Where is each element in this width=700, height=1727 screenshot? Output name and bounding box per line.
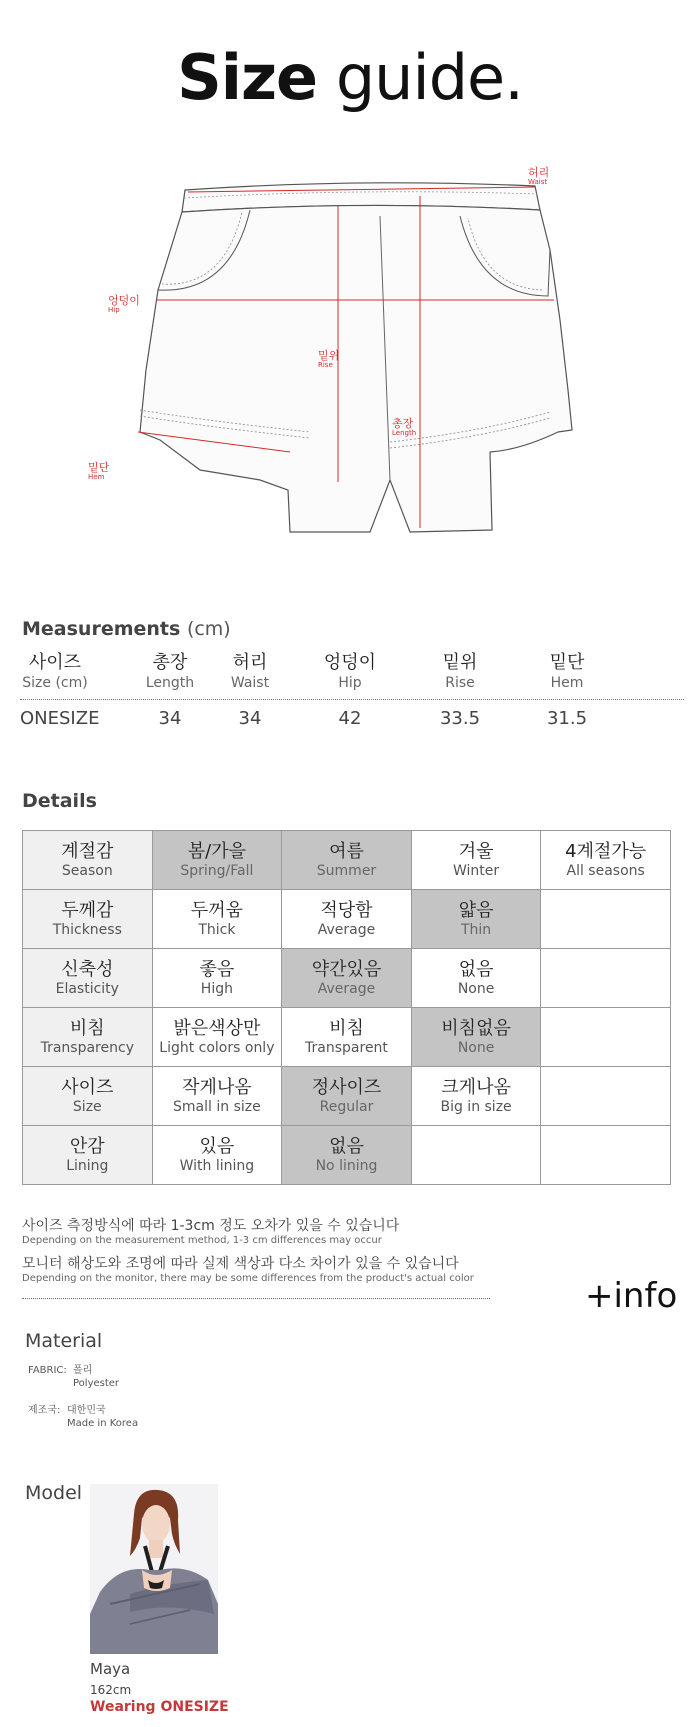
- details-cell: [541, 890, 671, 949]
- hem-label: [88, 462, 109, 481]
- plus-info-link[interactable]: +info: [585, 1276, 678, 1316]
- col-rise: [425, 652, 495, 692]
- details-cell: [541, 1067, 671, 1126]
- material-heading: Material: [25, 1330, 103, 1352]
- measurements-unit: (cm): [186, 618, 231, 640]
- details-cell: 약간있음 Average: [282, 949, 412, 1008]
- length-label-en: Length: [392, 429, 417, 437]
- shorts-illustration: [80, 170, 620, 540]
- measurements-divider: [20, 699, 684, 700]
- model-height: 162cm: [90, 1683, 132, 1697]
- model-heading: Model: [25, 1482, 83, 1504]
- col-size-en: Size (cm): [22, 675, 88, 691]
- details-cell: 비침없음 None: [411, 1008, 541, 1067]
- hem-label-en: Hem: [88, 473, 105, 481]
- details-cell: [541, 1008, 671, 1067]
- col-rise-ko: 밑위: [442, 652, 478, 673]
- hip-label: [108, 295, 140, 314]
- measurement-note-en: Depending on the measurement method, 1-3 cm differences may occur: [22, 1235, 382, 1246]
- details-cell: 신축성 Elasticity: [23, 949, 153, 1008]
- value-hem: 31.5: [546, 708, 588, 729]
- measurements-header-row: [20, 652, 680, 698]
- length-label-ko: 총장: [392, 417, 414, 430]
- measurements-value-row: [20, 708, 680, 732]
- measurements-heading-text: Measurements: [22, 618, 181, 640]
- details-cell: [541, 1126, 671, 1185]
- details-cell: 겨울 Winter: [411, 831, 541, 890]
- value-rise: 33.5: [439, 708, 481, 729]
- measurements-heading: [22, 618, 231, 640]
- details-row-transparency: [23, 1008, 671, 1067]
- details-cell: 두꺼움 Thick: [152, 890, 282, 949]
- waist-label-en: Waist: [528, 178, 548, 186]
- shorts-diagram: [80, 166, 620, 540]
- details-heading: Details: [22, 790, 97, 812]
- details-row-season: [23, 831, 671, 890]
- value-hip: 42: [338, 708, 362, 729]
- fabric-value-ko: 폴리: [73, 1365, 93, 1376]
- origin-label: 제조국:: [28, 1405, 61, 1416]
- origin-value-en: Made in Korea: [67, 1418, 139, 1429]
- details-cell: 안감 Lining: [23, 1126, 153, 1185]
- value-waist: 34: [238, 708, 262, 729]
- col-waist: [215, 652, 285, 692]
- rise-label-en: Rise: [318, 361, 333, 369]
- details-cell: 여름 Summer: [282, 831, 412, 890]
- details-cell: 계절감 Season: [23, 831, 153, 890]
- col-size-ko: 사이즈: [28, 652, 82, 673]
- col-hem-en: Hem: [550, 675, 584, 691]
- details-cell: 사이즈 Size: [23, 1067, 153, 1126]
- col-hem-ko: 밑단: [549, 652, 585, 673]
- col-hem: [532, 652, 602, 692]
- details-cell: 있음 With lining: [152, 1126, 282, 1185]
- measurement-note-ko: 사이즈 측정방식에 따라 1-3cm 정도 오차가 있을 수 있습니다: [22, 1218, 400, 1234]
- details-row-thickness: [23, 890, 671, 949]
- page-title: [0, 40, 700, 116]
- notes-divider: [22, 1298, 490, 1299]
- details-cell: 작게나옴 Small in size: [152, 1067, 282, 1126]
- model-name: Maya: [90, 1660, 131, 1678]
- details-cell: 비침 Transparent: [282, 1008, 412, 1067]
- fabric-value-en: Polyester: [73, 1378, 120, 1389]
- col-length-en: Length: [145, 675, 195, 691]
- col-waist-ko: 허리: [232, 652, 268, 673]
- details-row-elasticity: [23, 949, 671, 1008]
- details-cell: 정사이즈 Regular: [282, 1067, 412, 1126]
- value-length: 34: [158, 708, 182, 729]
- col-length: [130, 652, 210, 692]
- hip-label-ko: 엉덩이: [108, 294, 140, 307]
- model-illustration: [90, 1484, 218, 1654]
- col-waist-en: Waist: [230, 675, 270, 691]
- title-light: guide.: [335, 41, 523, 114]
- col-size: [20, 652, 90, 692]
- length-label: [392, 418, 416, 437]
- rise-label: [318, 350, 339, 369]
- color-note-ko: 모니터 해상도와 조명에 따라 실제 색상과 다소 차이가 있을 수 있습니다: [22, 1256, 459, 1272]
- details-cell: 두께감 Thickness: [23, 890, 153, 949]
- details-cell: [541, 949, 671, 1008]
- details-cell: 봄/가을 Spring/Fall: [152, 831, 282, 890]
- value-size: ONESIZE: [20, 708, 100, 729]
- rise-label-ko: 밑위: [318, 349, 340, 362]
- details-cell: [411, 1126, 541, 1185]
- measurement-note: [22, 1218, 399, 1247]
- waist-label-ko: 허리: [528, 166, 550, 179]
- details-cell: 크게나옴 Big in size: [411, 1067, 541, 1126]
- color-note-en: Depending on the monitor, there may be some differences from the product's actual color: [22, 1273, 474, 1284]
- details-cell: 4계절가능 All seasons: [541, 831, 671, 890]
- details-row-lining: [23, 1126, 671, 1185]
- details-cell: 좋음 High: [152, 949, 282, 1008]
- col-rise-en: Rise: [445, 675, 475, 691]
- color-note: [22, 1256, 474, 1285]
- details-row-size: [23, 1067, 671, 1126]
- details-cell: 없음 No lining: [282, 1126, 412, 1185]
- details-cell: 밝은색상만 Light colors only: [152, 1008, 282, 1067]
- hip-label-en: Hip: [108, 306, 120, 314]
- fabric-label: FABRIC:: [28, 1365, 67, 1376]
- title-bold: Size: [177, 41, 318, 114]
- col-length-ko: 총장: [152, 652, 188, 673]
- col-hip-en: Hip: [338, 675, 362, 691]
- origin-value-ko: 대한민국: [67, 1405, 106, 1416]
- details-cell: 얇음 Thin: [411, 890, 541, 949]
- model-photo: [90, 1484, 218, 1654]
- waist-label: [528, 167, 549, 186]
- col-hip: [310, 652, 390, 692]
- details-cell: 없음 None: [411, 949, 541, 1008]
- details-table: [22, 830, 671, 1185]
- details-cell: 적당함 Average: [282, 890, 412, 949]
- col-hip-ko: 엉덩이: [323, 652, 377, 673]
- details-cell: 비침 Transparency: [23, 1008, 153, 1067]
- hem-label-ko: 밑단: [88, 461, 110, 474]
- model-wearing-size: Wearing ONESIZE: [90, 1699, 229, 1715]
